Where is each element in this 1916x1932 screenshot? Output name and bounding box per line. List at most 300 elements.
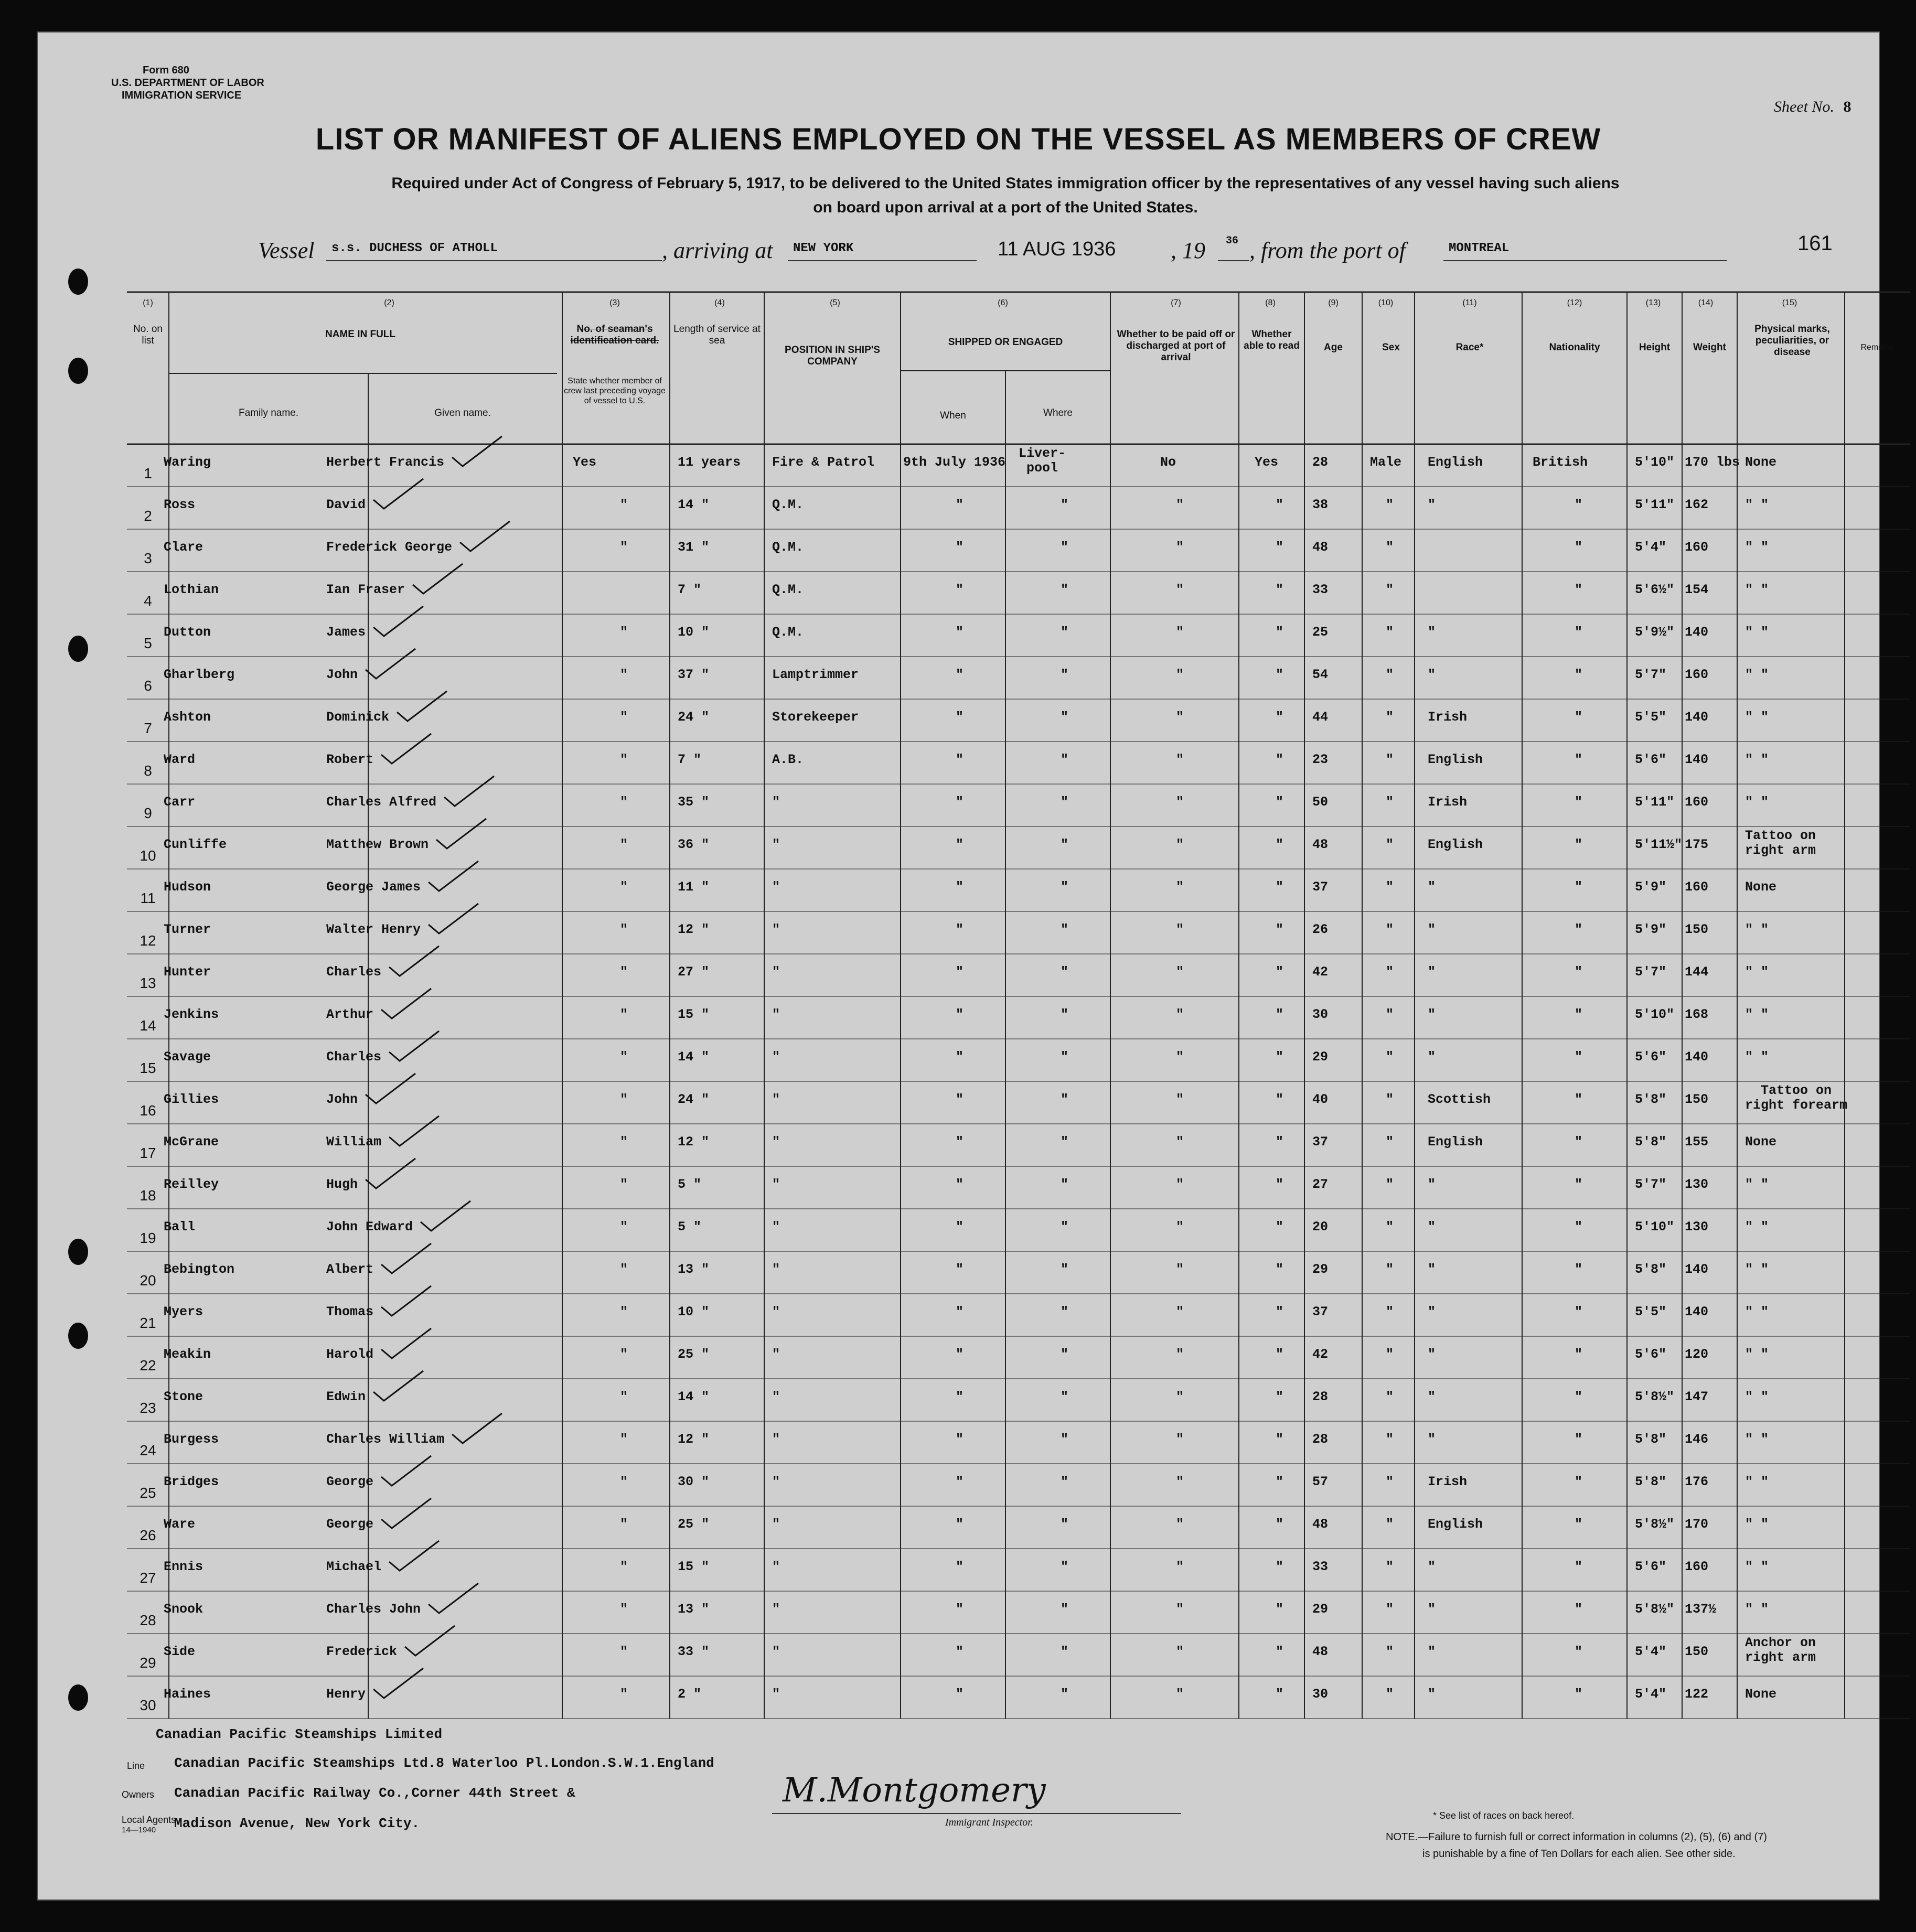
- cell-age: 48: [1312, 1517, 1329, 1532]
- cell-sex: ": [1386, 1474, 1394, 1489]
- cell-sex: Male: [1370, 455, 1402, 470]
- cell-family: Ward: [164, 752, 196, 767]
- header-shipped: SHIPPED OR ENGAGED: [948, 337, 1063, 348]
- check-mark-icon: [394, 689, 452, 725]
- department-name: U.S. DEPARTMENT OF LABOR: [111, 77, 264, 89]
- cell-card: ": [620, 497, 628, 512]
- table-row: [127, 1172, 1910, 1214]
- cell-paid: ": [1176, 1474, 1184, 1489]
- year-value: 36: [1226, 235, 1239, 247]
- cell-position: Lamptrimmer: [772, 667, 859, 682]
- cell-family: Side: [164, 1644, 196, 1659]
- cell-marks: " ": [1745, 1602, 1769, 1617]
- cell-age: 33: [1312, 582, 1329, 597]
- cell-where: ": [1061, 1347, 1069, 1362]
- cell-family: Gharlberg: [164, 667, 235, 682]
- cell-when: ": [956, 1304, 964, 1319]
- cell-marks: " ": [1745, 752, 1769, 767]
- cell-family: Hunter: [164, 964, 211, 980]
- cell-marks: " ": [1745, 922, 1769, 937]
- cell-given: Walter Henry: [326, 922, 421, 937]
- cell-given: George: [326, 1517, 374, 1532]
- cell-given: Edwin: [326, 1389, 366, 1404]
- cell-family: Bridges: [164, 1474, 219, 1489]
- cell-nat: ": [1575, 497, 1583, 512]
- cell-nat: ": [1575, 1219, 1583, 1235]
- cell-read: ": [1276, 1092, 1284, 1107]
- cell-sex: ": [1386, 1177, 1394, 1192]
- cell-sex: ": [1386, 1347, 1394, 1362]
- cell-age: 42: [1312, 1347, 1329, 1362]
- cell-marks: " ": [1745, 1177, 1769, 1192]
- cell-when: ": [956, 837, 964, 852]
- cell-paid: ": [1176, 667, 1184, 682]
- cell-weight: 120: [1685, 1347, 1709, 1362]
- cell-family: Ashton: [164, 710, 211, 725]
- cell-card: ": [620, 1602, 628, 1617]
- cell-when: ": [956, 1474, 964, 1489]
- cell-paid: ": [1176, 1049, 1184, 1065]
- row-number: 11: [140, 890, 156, 906]
- row-number: 4: [144, 593, 152, 609]
- table-row: [127, 789, 1910, 832]
- header-no-on-list: No. on list: [133, 324, 163, 346]
- cell-card: ": [620, 1517, 628, 1532]
- cell-position: ": [772, 1304, 780, 1319]
- cell-when: ": [956, 879, 964, 895]
- cell-height: 5'8½": [1635, 1517, 1675, 1532]
- check-mark-icon: [402, 1623, 460, 1660]
- cell-given: Henry: [326, 1687, 366, 1702]
- cell-position: ": [772, 879, 780, 895]
- sheet-value: 8: [1843, 98, 1851, 115]
- agents-value: Madison Avenue, New York City.: [174, 1816, 420, 1831]
- cell-nat: ": [1575, 879, 1583, 895]
- cell-paid: ": [1176, 1262, 1184, 1277]
- cell-position: Q.M.: [772, 497, 804, 512]
- cell-paid: ": [1176, 625, 1184, 640]
- cell-family: Carr: [164, 795, 196, 810]
- column-number: (4): [714, 298, 725, 307]
- cell-card: ": [620, 1219, 628, 1235]
- cell-marks: " ": [1745, 1347, 1769, 1362]
- cell-read: ": [1276, 1602, 1284, 1617]
- line-label: Line: [127, 1761, 145, 1771]
- cell-position: Q.M.: [772, 540, 804, 555]
- cell-given: Albert: [326, 1262, 374, 1277]
- header-able-read: Whether able to read: [1244, 329, 1300, 351]
- cell-weight: 162: [1685, 497, 1709, 512]
- check-mark-icon: [457, 519, 515, 555]
- column-number: (15): [1782, 298, 1797, 307]
- cell-nat: ": [1575, 710, 1583, 725]
- cell-position: A.B.: [772, 752, 804, 767]
- column-number: (7): [1171, 298, 1181, 307]
- cell-sex: ": [1386, 1134, 1394, 1150]
- cell-service: 24 ": [678, 710, 710, 725]
- cell-height: 5'11": [1635, 795, 1675, 810]
- cell-position: ": [772, 795, 780, 810]
- cell-given: Dominick: [326, 710, 390, 725]
- cell-nat: ": [1575, 1432, 1583, 1447]
- row-number: 15: [140, 1060, 156, 1076]
- cell-read: ": [1276, 1177, 1284, 1192]
- cell-sex: ": [1386, 1219, 1394, 1235]
- agents-code: 14—1940: [122, 1826, 156, 1834]
- row-number: 5: [144, 635, 152, 651]
- cell-weight: 140: [1685, 1262, 1709, 1277]
- cell-where: ": [1061, 1262, 1069, 1277]
- cell-sex: ": [1386, 1092, 1394, 1107]
- cell-when: ": [956, 1432, 964, 1447]
- column-number: (13): [1645, 298, 1661, 307]
- column-number: (14): [1698, 298, 1714, 307]
- row-number: 8: [144, 763, 152, 779]
- cell-marks: " ": [1745, 710, 1769, 725]
- cell-where: ": [1061, 1559, 1069, 1574]
- inspector-label: Immigrant Inspector.: [945, 1817, 1033, 1828]
- cell-position: ": [772, 1517, 780, 1532]
- agents-label: Local Agents: [122, 1815, 176, 1825]
- cell-weight: 130: [1685, 1219, 1709, 1235]
- cell-service: 35 ": [678, 795, 710, 810]
- cell-race: ": [1428, 1049, 1436, 1065]
- cell-paid: ": [1176, 795, 1184, 810]
- cell-nat: ": [1575, 922, 1583, 937]
- cell-when: ": [956, 1389, 964, 1404]
- cell-height: 5'9": [1635, 879, 1667, 895]
- cell-sex: ": [1386, 1262, 1394, 1277]
- cell-marks: " ": [1745, 1389, 1769, 1404]
- cell-age: 42: [1312, 964, 1329, 980]
- cell-marks: " ": [1745, 1262, 1769, 1277]
- cell-paid: ": [1176, 1602, 1184, 1617]
- cell-card: ": [620, 1687, 628, 1702]
- cell-card: ": [620, 540, 628, 555]
- cell-when: ": [956, 710, 964, 725]
- cell-nat: ": [1575, 1177, 1583, 1192]
- header-where: Where: [1043, 407, 1073, 418]
- form-identifier: [111, 64, 264, 102]
- cell-when: ": [956, 1347, 964, 1362]
- row-number: 30: [140, 1697, 156, 1713]
- table-row: [127, 534, 1910, 577]
- check-mark-icon: [363, 646, 421, 683]
- cell-given: Arthur: [326, 1007, 374, 1022]
- header-remarks: Remarks: [1860, 343, 1894, 352]
- cell-age: 28: [1312, 1432, 1329, 1447]
- cell-service: 14 ": [678, 1389, 710, 1404]
- cell-family: Clare: [164, 540, 204, 555]
- cell-marks: Tattoo on right forearm: [1745, 1083, 1848, 1113]
- line-value: Canadian Pacific Steamships Ltd.8 Waterloo Pl.London.S.W.1.England: [174, 1755, 714, 1771]
- cell-position: ": [772, 1389, 780, 1404]
- cell-weight: 140: [1685, 1304, 1709, 1319]
- column-number: (8): [1265, 298, 1276, 307]
- cell-when: ": [956, 582, 964, 597]
- cell-marks: " ": [1745, 1007, 1769, 1022]
- cell-where: ": [1061, 1517, 1069, 1532]
- cell-nat: British: [1533, 455, 1588, 470]
- cell-position: ": [772, 964, 780, 980]
- punch-hole: [68, 1239, 88, 1265]
- cell-when: ": [956, 795, 964, 810]
- cell-when: ": [956, 964, 964, 980]
- cell-read: ": [1276, 1007, 1284, 1022]
- cell-sex: ": [1386, 1687, 1394, 1702]
- cell-position: Storekeeper: [772, 710, 859, 725]
- check-mark-icon: [371, 1368, 429, 1405]
- from-label: , from the port of: [1249, 238, 1406, 263]
- cell-nat: ": [1575, 1092, 1583, 1107]
- manifest-sheet: [37, 31, 1894, 1901]
- row-number: 26: [140, 1527, 156, 1543]
- arriving-label: , arriving at: [662, 238, 773, 263]
- from-port: MONTREAL: [1449, 241, 1510, 255]
- row-number: 6: [144, 678, 152, 694]
- cell-height: 5'8": [1635, 1092, 1667, 1107]
- cell-service: 14 ": [678, 497, 710, 512]
- cell-nat: ": [1575, 1389, 1583, 1404]
- cell-card: ": [620, 1007, 628, 1022]
- cell-service: 10 ": [678, 1304, 710, 1319]
- cell-given: George: [326, 1474, 374, 1489]
- check-mark-icon: [379, 1283, 436, 1320]
- cell-read: ": [1276, 1517, 1284, 1532]
- cell-card: ": [620, 667, 628, 682]
- cell-weight: 147: [1685, 1389, 1709, 1404]
- cell-card: ": [620, 1559, 628, 1574]
- cell-age: 33: [1312, 1559, 1329, 1574]
- cell-service: 2 ": [678, 1687, 702, 1702]
- cell-height: 5'4": [1635, 540, 1667, 555]
- cell-read: ": [1276, 1687, 1284, 1702]
- cell-height: 5'10": [1635, 1219, 1675, 1235]
- header-race: Race*: [1455, 342, 1484, 353]
- cell-nat: ": [1575, 964, 1583, 980]
- cell-sex: ": [1386, 710, 1394, 725]
- cell-race: ": [1428, 1262, 1436, 1277]
- cell-age: 37: [1312, 1134, 1329, 1150]
- cell-service: 25 ": [678, 1517, 710, 1532]
- cell-where: ": [1061, 1687, 1069, 1702]
- cell-when: ": [956, 540, 964, 555]
- cell-service: 36 ": [678, 837, 710, 852]
- cell-service: 5 ": [678, 1177, 702, 1192]
- cell-when: ": [956, 1687, 964, 1702]
- cell-race: English: [1428, 455, 1483, 470]
- cell-given: George James: [326, 879, 421, 895]
- cell-service: 31 ": [678, 540, 710, 555]
- sheet-label: Sheet No.: [1774, 98, 1834, 115]
- company-name: Canadian Pacific Steamships Limited: [156, 1726, 443, 1742]
- cell-card: ": [620, 1432, 628, 1447]
- cell-age: 57: [1312, 1474, 1329, 1489]
- cell-race: Irish: [1428, 795, 1468, 810]
- cell-family: Meakin: [164, 1347, 211, 1362]
- cell-marks: " ": [1745, 795, 1769, 810]
- cell-age: 20: [1312, 1219, 1329, 1235]
- cell-paid: ": [1176, 964, 1184, 980]
- cell-marks: " ": [1745, 964, 1769, 980]
- cell-weight: 140: [1685, 1049, 1709, 1065]
- header-weight: Weight: [1693, 342, 1726, 353]
- column-number: (12): [1567, 298, 1582, 307]
- cell-sex: ": [1386, 1602, 1394, 1617]
- cell-family: Waring: [164, 455, 211, 470]
- cell-card: ": [620, 837, 628, 852]
- check-mark-icon: [449, 1411, 507, 1447]
- cell-service: 12 ": [678, 1134, 710, 1150]
- cell-sex: ": [1386, 964, 1394, 980]
- arriving-port: NEW YORK: [793, 241, 854, 255]
- header-height: Height: [1639, 342, 1671, 353]
- check-mark-icon: [363, 1156, 421, 1193]
- row-number: 9: [144, 805, 152, 821]
- cell-read: ": [1276, 540, 1284, 555]
- check-mark-icon: [379, 731, 436, 768]
- cell-where: ": [1061, 497, 1069, 512]
- cell-sex: ": [1386, 1517, 1394, 1532]
- cell-weight: 150: [1685, 922, 1709, 937]
- cell-card: ": [620, 1347, 628, 1362]
- cell-race: ": [1428, 667, 1436, 682]
- cell-paid: ": [1176, 1687, 1184, 1702]
- cell-nat: ": [1575, 582, 1583, 597]
- check-mark-icon: [379, 1241, 436, 1278]
- check-mark-icon: [371, 1666, 429, 1702]
- cell-where: ": [1061, 879, 1069, 895]
- cell-paid: ": [1176, 497, 1184, 512]
- cell-age: 26: [1312, 922, 1329, 937]
- cell-marks: None: [1745, 1134, 1777, 1150]
- cell-marks: " ": [1745, 667, 1769, 682]
- check-mark-icon: [387, 943, 444, 980]
- cell-race: ": [1428, 1432, 1436, 1447]
- cell-card: ": [620, 964, 628, 980]
- cell-position: Q.M.: [772, 625, 804, 640]
- cell-height: 5'5": [1635, 1304, 1667, 1319]
- cell-nat: ": [1575, 1262, 1583, 1277]
- form-number: Form 680: [143, 65, 189, 76]
- cell-where: ": [1061, 582, 1069, 597]
- cell-when: ": [956, 1559, 964, 1574]
- cell-sex: ": [1386, 879, 1394, 895]
- cell-card: ": [620, 1134, 628, 1150]
- cell-height: 5'11½": [1635, 837, 1683, 852]
- header-when: When: [940, 410, 966, 421]
- cell-height: 5'10": [1635, 455, 1675, 470]
- cell-age: 30: [1312, 1007, 1329, 1022]
- cell-service: 11 ": [678, 879, 710, 895]
- cell-marks: None: [1745, 1687, 1777, 1702]
- cell-read: ": [1276, 1262, 1284, 1277]
- cell-card: ": [620, 1262, 628, 1277]
- cell-height: 5'6": [1635, 1347, 1667, 1362]
- penalty-note-2: is punishable by a fine of Ten Dollars for each alien. See other side.: [1422, 1848, 1736, 1860]
- check-mark-icon: [449, 434, 507, 470]
- cell-weight: 160: [1685, 540, 1709, 555]
- cell-family: Dutton: [164, 625, 211, 640]
- check-mark-icon: [379, 1453, 436, 1490]
- cell-weight: 130: [1685, 1177, 1709, 1192]
- cell-card: ": [620, 1644, 628, 1659]
- header-seamans-note: State whether member of crew last preceding voyage of vessel to U.S.: [564, 377, 666, 405]
- cell-when: ": [956, 922, 964, 937]
- cell-given: Matthew Brown: [326, 837, 429, 852]
- cell-age: 48: [1312, 540, 1329, 555]
- cell-age: 29: [1312, 1602, 1329, 1617]
- cell-when: ": [956, 752, 964, 767]
- cell-age: 40: [1312, 1092, 1329, 1107]
- cell-race: ": [1428, 497, 1436, 512]
- table-row: [127, 747, 1910, 789]
- cell-race: ": [1428, 922, 1436, 937]
- cell-where: ": [1061, 1177, 1069, 1192]
- cell-age: 23: [1312, 752, 1329, 767]
- cell-height: 5'8": [1635, 1474, 1667, 1489]
- cell-paid: ": [1176, 1134, 1184, 1150]
- cell-given: John: [326, 667, 358, 682]
- cell-when: ": [956, 1517, 964, 1532]
- cell-height: 5'7": [1635, 964, 1667, 980]
- cell-read: ": [1276, 1474, 1284, 1489]
- cell-age: 54: [1312, 667, 1329, 682]
- column-number: (6): [998, 298, 1008, 307]
- cell-given: Charles: [326, 1049, 382, 1065]
- check-mark-icon: [379, 1496, 436, 1532]
- cell-given: Robert: [326, 752, 374, 767]
- sheet-number: [1774, 98, 1851, 116]
- row-number: 22: [140, 1357, 156, 1373]
- penalty-note-1: NOTE.—Failure to furnish full or correct information in columns (2), (5), (6) and (7): [1386, 1831, 1767, 1843]
- cell-marks: " ": [1745, 1474, 1769, 1489]
- cell-position: ": [772, 1262, 780, 1277]
- cell-marks: " ": [1745, 582, 1769, 597]
- row-number: 7: [144, 720, 152, 736]
- cell-weight: 160: [1685, 879, 1709, 895]
- cell-nat: ": [1575, 1517, 1583, 1532]
- header-nationality: Nationality: [1549, 342, 1600, 353]
- cell-position: ": [772, 1049, 780, 1065]
- cell-weight: 140: [1685, 625, 1709, 640]
- cell-where: ": [1061, 964, 1069, 980]
- cell-paid: No: [1160, 455, 1176, 470]
- cell-nat: ": [1575, 1559, 1583, 1574]
- cell-family: Jenkins: [164, 1007, 219, 1022]
- header-family-name: Family name.: [238, 407, 299, 418]
- races-note: * See list of races on back hereof.: [1433, 1810, 1575, 1821]
- cell-sex: ": [1386, 1049, 1394, 1065]
- cell-age: 48: [1312, 1644, 1329, 1659]
- cell-where: ": [1061, 922, 1069, 937]
- cell-sex: ": [1386, 1304, 1394, 1319]
- header-name-in-full: NAME IN FULL: [325, 329, 396, 340]
- cell-height: 5'4": [1635, 1687, 1667, 1702]
- cell-nat: ": [1575, 1049, 1583, 1065]
- cell-read: ": [1276, 922, 1284, 937]
- cell-sex: ": [1386, 1389, 1394, 1404]
- cell-age: 28: [1312, 455, 1329, 470]
- row-number: 21: [140, 1315, 156, 1331]
- cell-where: ": [1061, 1134, 1069, 1150]
- cell-weight: 150: [1685, 1644, 1709, 1659]
- cell-read: ": [1276, 1432, 1284, 1447]
- cell-age: 38: [1312, 497, 1329, 512]
- cell-position: ": [772, 837, 780, 852]
- cell-weight: 170 lbs: [1685, 455, 1740, 470]
- cell-paid: ": [1176, 837, 1184, 852]
